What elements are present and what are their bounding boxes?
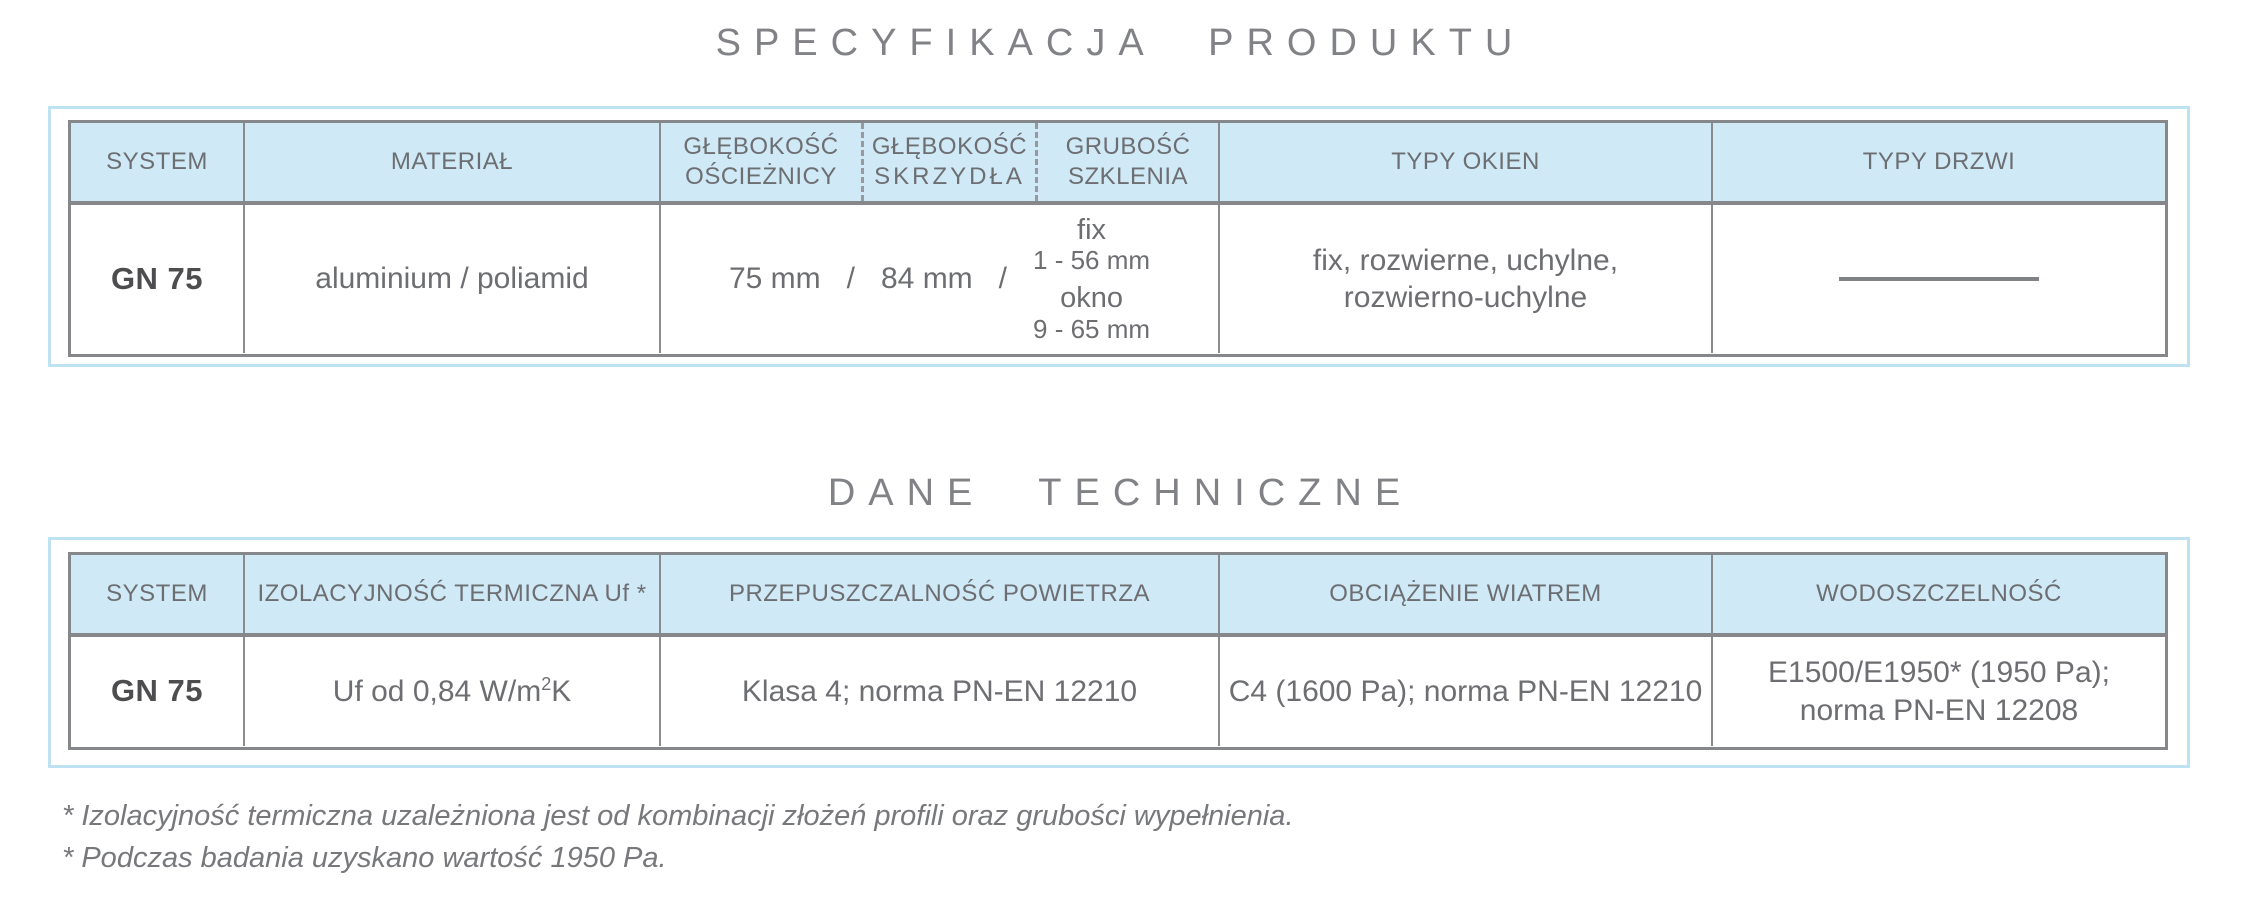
header-frame-depth — [661, 123, 864, 201]
header-window-types — [1220, 123, 1713, 201]
header-material-label: MATERIAŁ — [390, 148, 514, 175]
water-value-line2: norma PN-EN 12208 — [1799, 693, 2079, 727]
glazing-thickness-values — [1033, 215, 1150, 344]
header-sash-depth-line2: SKRZYDŁA — [874, 163, 1025, 190]
header-sash-depth-line1: GŁĘBOKOŚĆ — [871, 133, 1028, 160]
header-glazing-line2: SZKLENIA — [1067, 163, 1189, 190]
header-door-types-label: TYPY DRZWI — [1862, 148, 2016, 175]
cell-system — [71, 637, 245, 746]
header-water-tightness — [1713, 555, 2165, 633]
cell-thermal-insulation — [245, 637, 661, 746]
header-door-types — [1713, 123, 2165, 201]
cell-water-tightness — [1713, 637, 2165, 746]
cell-system — [71, 205, 245, 353]
system-value: GN 75 — [110, 260, 204, 296]
glazing-window-range: 9 - 65 mm — [1033, 313, 1151, 344]
header-system — [71, 555, 245, 633]
wind-value: C4 (1600 Pa); norma PN-EN 12210 — [1228, 674, 1703, 708]
no-door-types-dash — [1839, 277, 2039, 281]
header-air-label: PRZEPUSZCZALNOŚĆ POWIETRZA — [728, 580, 1151, 607]
product-spec-header-row — [71, 123, 2165, 205]
cell-depths-glazing — [661, 205, 1220, 353]
cell-window-types — [1220, 205, 1713, 353]
header-system-label: SYSTEM — [106, 580, 208, 607]
header-air-permeability — [661, 555, 1220, 633]
technical-data-row — [71, 637, 2165, 746]
cell-wind-load — [1220, 637, 1713, 746]
header-system-label: SYSTEM — [106, 148, 208, 175]
header-wind-label: OBCIĄŻENIE WIATREM — [1329, 580, 1602, 607]
window-types-line1: fix, rozwierne, uchylne, — [1312, 243, 1619, 277]
header-material — [245, 123, 661, 201]
header-thermal-insulation — [245, 555, 661, 633]
cell-air-permeability — [661, 637, 1220, 746]
header-window-types-label: TYPY OKIEN — [1391, 148, 1540, 175]
technical-data-header-row — [71, 555, 2165, 637]
thermal-prefix: Uf od 0,84 W/m — [332, 674, 542, 708]
separator-slash: / — [998, 262, 1008, 296]
header-glazing-line1: GRUBOŚĆ — [1065, 133, 1191, 160]
glazing-window-label: okno — [1060, 282, 1123, 314]
cell-door-types — [1713, 205, 2165, 353]
footnote-test-value: * Podczas badania uzyskano wartość 1950 Pa. — [62, 842, 667, 874]
material-value: aluminium / poliamid — [315, 262, 589, 296]
header-frame-depth-line2: OŚCIEŻNICY — [685, 163, 837, 190]
frame-depth-value: 75 mm — [728, 262, 821, 296]
header-wind-load — [1220, 555, 1713, 633]
header-water-label: WODOSZCZELNOŚĆ — [1816, 580, 2062, 607]
air-value: Klasa 4; norma PN-EN 12210 — [741, 674, 1138, 708]
water-value-line1: E1500/E1950* (1950 Pa); — [1768, 656, 2110, 689]
technical-data-table — [68, 552, 2168, 750]
header-thermal-label: IZOLACYJNOŚĆ TERMICZNA Uf * — [257, 580, 647, 607]
product-spec-title: SPECYFIKACJA PRODUKTU — [715, 22, 1526, 64]
window-types-line2: rozwierno-uchylne — [1343, 281, 1588, 314]
product-spec-table — [68, 120, 2168, 357]
glazing-fix-label: fix — [1077, 213, 1107, 246]
header-glazing-thickness — [1038, 123, 1220, 201]
cell-material — [245, 205, 661, 353]
thermal-value — [333, 673, 571, 711]
thermal-suffix: K — [551, 674, 572, 708]
system-value: GN 75 — [110, 673, 204, 709]
technical-data-title: DANE TECHNICZNE — [827, 472, 1414, 514]
header-sash-depth — [864, 123, 1038, 201]
footnotes — [62, 795, 1294, 879]
footnote-thermal: * Izolacyjność termiczna uzależniona jest od kombinacji złożeń profili oraz grubości wypełnienia. — [62, 800, 1294, 832]
separator-slash: / — [846, 262, 855, 296]
product-spec-data-row — [71, 205, 2165, 353]
header-frame-depth-line1: GŁĘBOKOŚĆ — [683, 133, 839, 160]
thermal-superscript: 2 — [541, 673, 552, 694]
sash-depth-value: 84 mm — [880, 262, 973, 296]
glazing-fix-range: 1 - 56 mm — [1033, 245, 1151, 276]
header-system — [71, 123, 245, 201]
